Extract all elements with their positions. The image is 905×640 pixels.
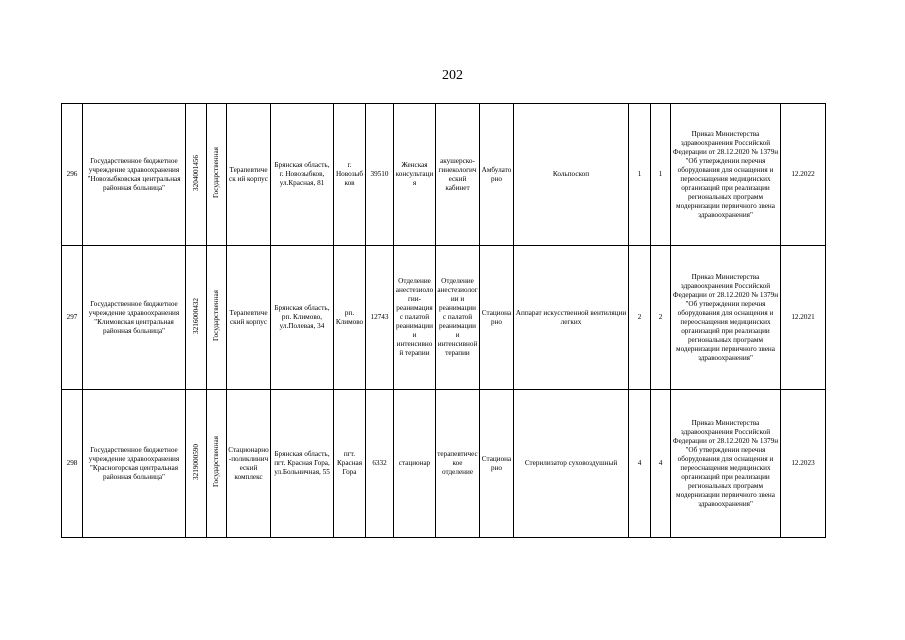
row-number-cell: 297 xyxy=(62,246,83,390)
organization-name-cell: Государственное бюджетное учреждение здравоохранения "Климовская центральная районная больница" xyxy=(83,246,186,390)
unit-cell: стационар xyxy=(394,390,436,538)
care-type-cell: Стационарно xyxy=(480,390,514,538)
address-cell: Брянская область, пгт. Красная Гора, ул.Больничная, 55 xyxy=(271,390,334,538)
table-row xyxy=(62,246,826,390)
qty-planned-cell: 1 xyxy=(651,104,671,246)
ownership-cell xyxy=(207,246,227,390)
building-cell: Терапевтическ ий корпус xyxy=(227,104,271,246)
deadline-cell: 12.2022 xyxy=(781,104,826,246)
inn-cell xyxy=(186,104,207,246)
population-cell: 39510 xyxy=(366,104,394,246)
address-cell: Брянская область, г. Новозыбков, ул.Красная, 81 xyxy=(271,104,334,246)
care-type-cell: Стационарно xyxy=(480,246,514,390)
row-number-cell: 298 xyxy=(62,390,83,538)
locality-cell: рп. Климово xyxy=(334,246,366,390)
qty-planned-cell: 2 xyxy=(651,246,671,390)
inn-cell xyxy=(186,246,207,390)
population-cell: 6332 xyxy=(366,390,394,538)
unit-cell: Женская консультация xyxy=(394,104,436,246)
inn-text: 3204001456 xyxy=(191,155,200,191)
ownership-cell xyxy=(207,390,227,538)
page-number: 202 xyxy=(442,68,463,83)
organization-name-cell: Государственное бюджетное учреждение здравоохранения "Красногорская центральная районная больница" xyxy=(83,390,186,538)
department-cell: терапевтическое отделение xyxy=(436,390,480,538)
address-cell: Брянская область, рп. Климово, ул.Полевая, 34 xyxy=(271,246,334,390)
ownership-cell xyxy=(207,104,227,246)
locality-cell: г. Новозыбков xyxy=(334,104,366,246)
table-row xyxy=(62,104,826,246)
population-cell: 12743 xyxy=(366,246,394,390)
organization-name-cell: Государственное бюджетное учреждение здравоохранения "Новозыбковская центральная районная больница" xyxy=(83,104,186,246)
deadline-cell: 12.2021 xyxy=(781,246,826,390)
qty-planned-cell: 4 xyxy=(651,390,671,538)
ownership-text: Государственная xyxy=(212,147,220,199)
inn-text: 3216000432 xyxy=(191,298,200,334)
equipment-cell: Кольпоскоп xyxy=(514,104,629,246)
qty-required-cell: 4 xyxy=(629,390,651,538)
building-cell: Стационарно-поликлинический комплекс xyxy=(227,390,271,538)
equipment-cell: Аппарат искусственной вентиляции легких xyxy=(514,246,629,390)
building-cell: Терапевтический корпус xyxy=(227,246,271,390)
department-cell: акушерско-гинекологический кабинет xyxy=(436,104,480,246)
row-number-cell: 296 xyxy=(62,104,83,246)
unit-cell: Отделение анестезиологии-реанимация с палатой реанимации и интенсивной терапии xyxy=(394,246,436,390)
qty-required-cell: 1 xyxy=(629,104,651,246)
equipment-registry-table xyxy=(61,103,826,538)
deadline-cell: 12.2023 xyxy=(781,390,826,538)
department-cell: Отделение анестезиологии и реанимации с палатой реанимации и интенсивной терапии xyxy=(436,246,480,390)
locality-cell: пгт. Красная Гора xyxy=(334,390,366,538)
ownership-text: Государственная xyxy=(212,436,220,488)
inn-cell xyxy=(186,390,207,538)
legal-basis-cell: Приказ Министерства здравоохранения Российской Федерации от 28.12.2020 № 1379н "Об утверждении перечня оборудования для оснащения и переоснащения медицинских организаций при реализации региональных программ модернизации первичного звена здравоохранения" xyxy=(671,390,781,538)
care-type-cell: Амбулаторно xyxy=(480,104,514,246)
legal-basis-cell: Приказ Министерства здравоохранения Российской Федерации от 28.12.2020 № 1379н "Об утверждении перечня оборудования для оснащения и переоснащения медицинских организаций при реализации региональных программ модернизации первичного звена здравоохранения" xyxy=(671,104,781,246)
table-row xyxy=(62,390,826,538)
inn-text: 3219000590 xyxy=(191,444,200,480)
legal-basis-cell: Приказ Министерства здравоохранения Российской Федерации от 28.12.2020 № 1379н "Об утверждении перечня оборудования для оснащения и переоснащения медицинских организаций при реализации региональных программ модернизации первичного звена здравоохранения" xyxy=(671,246,781,390)
equipment-cell: Стерилизатор суховоздушный xyxy=(514,390,629,538)
ownership-text: Государственная xyxy=(212,290,220,342)
qty-required-cell: 2 xyxy=(629,246,651,390)
